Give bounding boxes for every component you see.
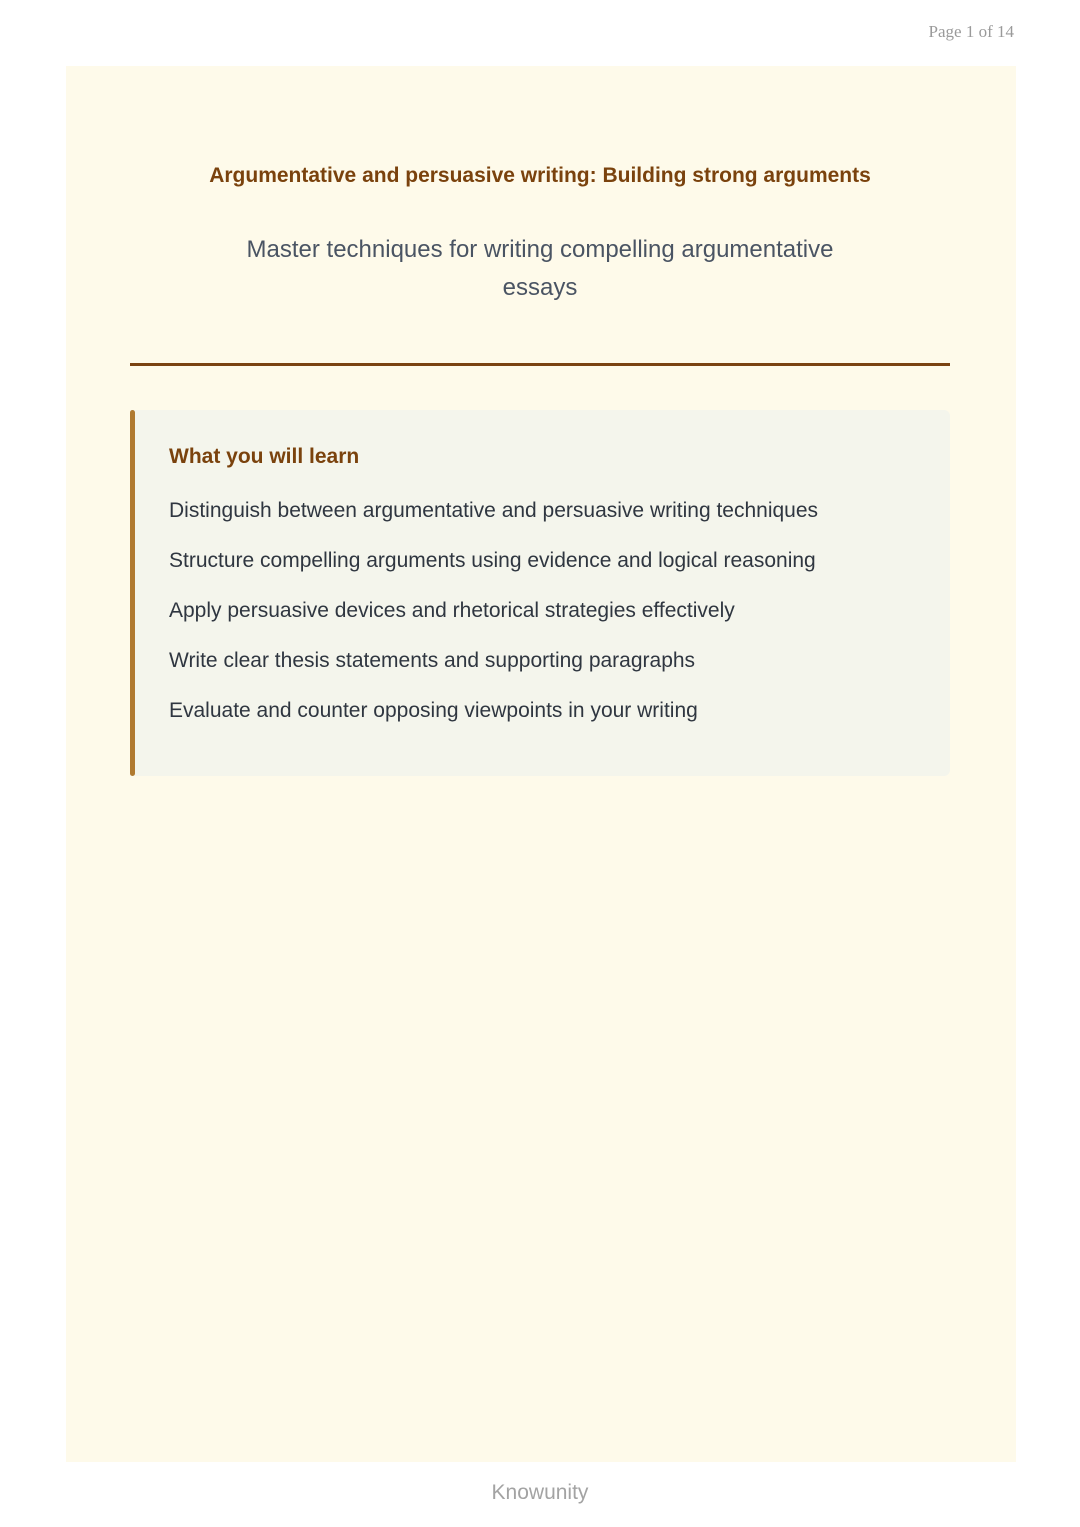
learning-objectives-list bbox=[169, 497, 818, 747]
learning-objectives-box bbox=[130, 410, 950, 776]
accent-bar bbox=[130, 410, 135, 776]
footer-brand: Knowunity bbox=[491, 1481, 589, 1504]
learning-objective-item: Evaluate and counter opposing viewpoints in your writing bbox=[169, 699, 698, 722]
document-title: Argumentative and persuasive writing: Building strong arguments bbox=[209, 164, 871, 187]
learning-objective-item: Apply persuasive devices and rhetorical strategies effectively bbox=[169, 599, 735, 622]
learning-objective-item: Write clear thesis statements and supporting paragraphs bbox=[169, 649, 696, 672]
title-divider bbox=[130, 363, 950, 366]
document-subtitle: Master techniques for writing compelling argumentative essays bbox=[246, 236, 834, 301]
learning-objective-item: Structure compelling arguments using evidence and logical reasoning bbox=[169, 549, 816, 572]
page-indicator: Page 1 of 14 bbox=[928, 22, 1014, 41]
learning-objective-item: Distinguish between argumentative and persuasive writing techniques bbox=[169, 499, 819, 522]
learning-objectives-heading: What you will learn bbox=[169, 445, 360, 468]
